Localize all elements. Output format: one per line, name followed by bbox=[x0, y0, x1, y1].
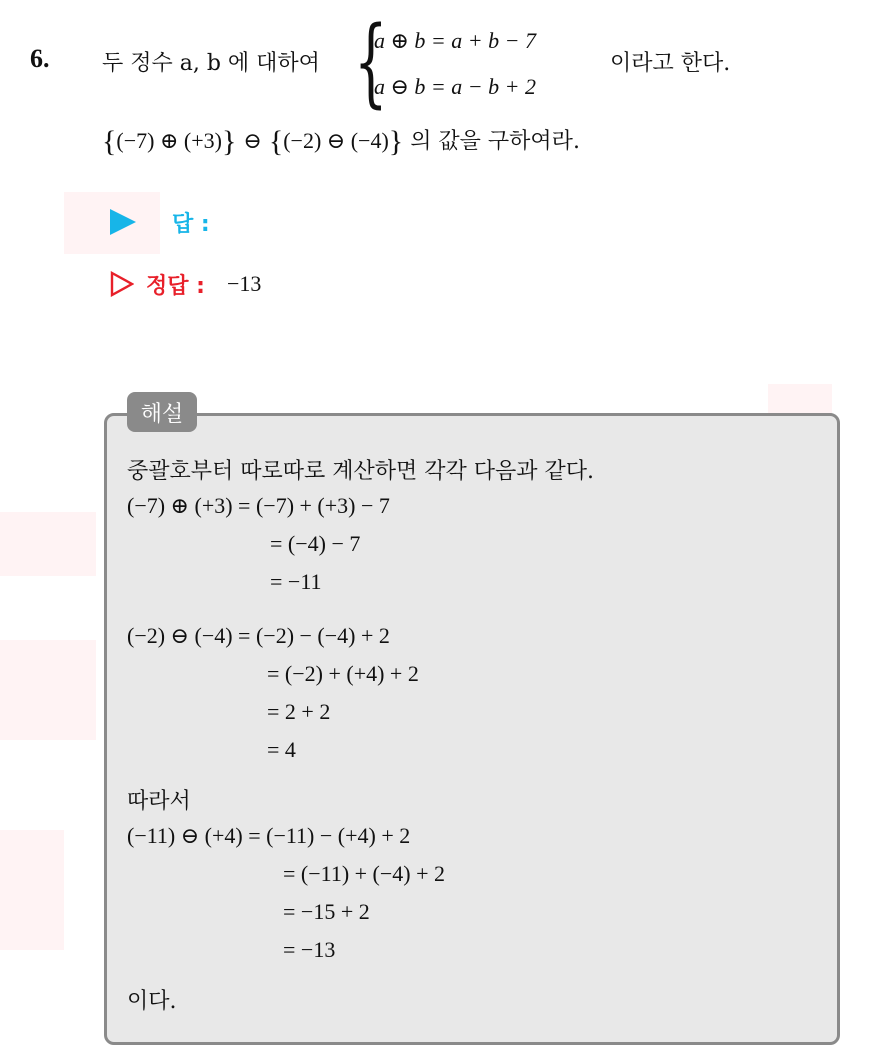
expression-left: (−7) ⊕ (+3) bbox=[116, 128, 222, 153]
solution-tag: 해설 bbox=[127, 392, 197, 432]
question-suffix: 이라고 한다. bbox=[610, 51, 731, 76]
solution-line: (−7) ⊕ (+3) = (−7) + (+3) − 7 bbox=[127, 493, 390, 518]
system-brace: { bbox=[354, 6, 388, 118]
solution-line: (−2) ⊖ (−4) = (−2) − (−4) + 2 bbox=[127, 623, 390, 648]
solution-line: 중괄호부터 따로따로 계산하면 각각 다음과 같다. bbox=[127, 459, 595, 484]
correct-answer-row bbox=[110, 268, 261, 300]
operation-definition-plus: a ⊕ b = a + b − 7 bbox=[374, 28, 536, 53]
expression-suffix: 의 값을 구하여라. bbox=[410, 129, 580, 154]
answer-row bbox=[110, 207, 210, 237]
correct-answer-label: 정답 : bbox=[146, 273, 205, 299]
filled-triangle-icon bbox=[110, 209, 136, 235]
solution-line: = 2 + 2 bbox=[267, 699, 331, 724]
operation-definition-minus: a ⊖ b = a − b + 2 bbox=[374, 74, 536, 99]
solution-line: (−11) ⊖ (+4) = (−11) − (+4) + 2 bbox=[127, 823, 411, 848]
solution-line: = −13 bbox=[283, 937, 336, 962]
expression-right: (−2) ⊖ (−4) bbox=[283, 128, 389, 153]
question-number: 6. bbox=[30, 44, 50, 73]
outline-triangle-icon bbox=[110, 271, 134, 297]
solution-line: = −11 bbox=[270, 569, 322, 594]
solution-line: 이다. bbox=[127, 989, 177, 1014]
background-tint bbox=[0, 830, 64, 950]
solution-line: = (−2) + (+4) + 2 bbox=[267, 661, 419, 686]
solution-line: = −15 + 2 bbox=[283, 899, 370, 924]
solution-line: = (−4) − 7 bbox=[270, 531, 361, 556]
answer-label: 답 : bbox=[172, 211, 210, 237]
correct-answer-value: −13 bbox=[226, 271, 262, 296]
solution-line: 따라서 bbox=[127, 789, 191, 814]
solution-line: = (−11) + (−4) + 2 bbox=[283, 861, 446, 886]
solution-line: = 4 bbox=[267, 737, 296, 762]
background-tint bbox=[0, 640, 96, 740]
question-expression: {(−7) ⊕ (+3)} ⊖ {(−2) ⊖ (−4)} 의 값을 구하여라. bbox=[102, 125, 580, 158]
background-tint bbox=[0, 512, 96, 576]
background-tint bbox=[768, 384, 832, 416]
expression-operator: ⊖ bbox=[243, 128, 262, 153]
question-intro: 두 정수 a, b 에 대하여 bbox=[102, 51, 320, 76]
